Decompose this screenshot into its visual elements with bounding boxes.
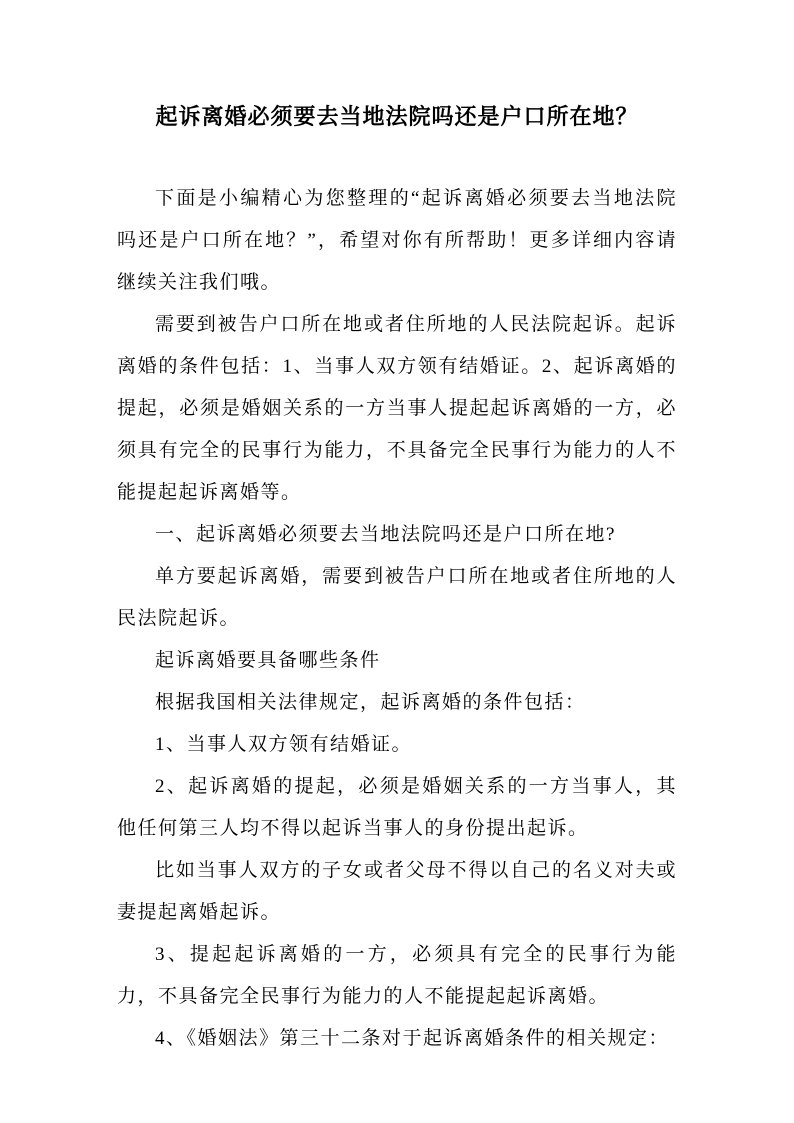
paragraph-unilateral: 单方要起诉离婚，需要到被告户口所在地或者住所地的人民法院起诉。 (117, 566, 677, 629)
subheading-conditions: 起诉离婚要具备哪些条件 (155, 650, 381, 671)
document-title: 起诉离婚必须要去当地法院吗还是户口所在地？ (155, 104, 639, 129)
section-heading-1: 一、起诉离婚必须要去当地法院吗还是户口所在地? (155, 524, 616, 545)
paragraph-law-basis: 根据我国相关法律规定，起诉离婚的条件包括： (155, 692, 586, 713)
condition-item-1: 1、当事人双方领有结婚证。 (155, 734, 413, 755)
condition-item-2: 2、起诉离婚的提起，必须是婚姻关系的一方当事人，其他任何第三人均不得以起诉当事人的身份提出起诉。 (117, 776, 677, 839)
paragraph-answer: 需要到被告户口所在地或者住所地的人民法院起诉。起诉离婚的条件包括：1、当事人双方领有结婚证。2、起诉离婚的提起，必须是婚姻关系的一方当事人提起起诉离婚的一方，必须具有完全的民事行为能力，不具备完全民事行为能力的人不能提起起诉离婚等。 (117, 314, 677, 503)
paragraph-intro: 下面是小编精心为您整理的“起诉离婚必须要去当地法院吗还是户口所在地？”，希望对你有所帮助！更多详细内容请继续关注我们哦。 (117, 188, 677, 293)
condition-item-4: 4、《婚姻法》第三十二条对于起诉离婚条件的相关规定： (155, 1028, 670, 1049)
condition-item-3: 3、提起起诉离婚的一方，必须具有完全的民事行为能力，不具备完全民事行为能力的人不能提起起诉离婚。 (117, 944, 677, 1007)
document-body (117, 178, 677, 1060)
paragraph-example: 比如当事人双方的子女或者父母不得以自己的名义对夫或妻提起离婚起诉。 (117, 860, 677, 923)
